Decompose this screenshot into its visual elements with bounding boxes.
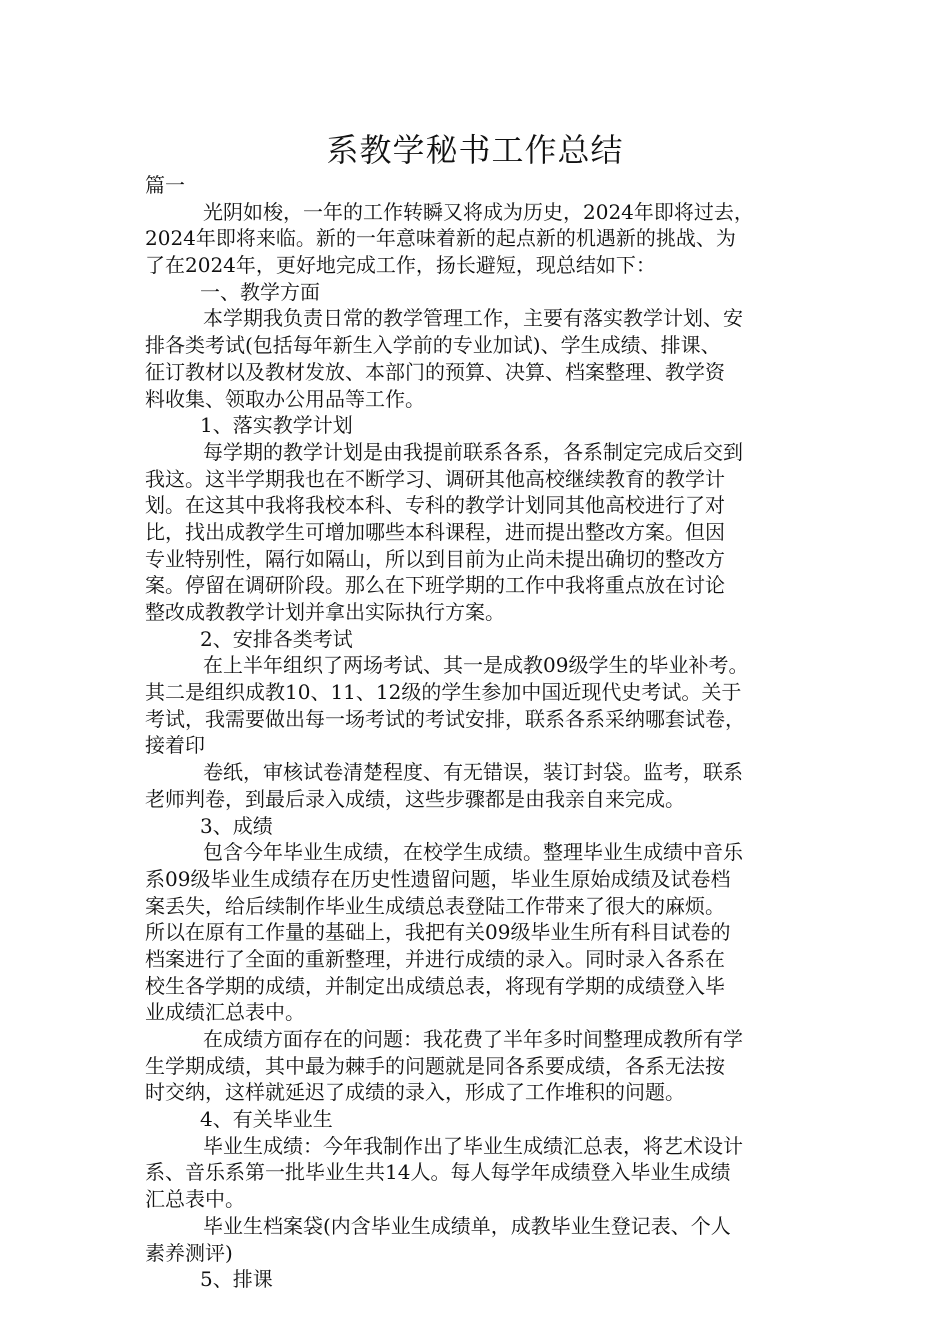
text-line: 本学期我负责日常的教学管理工作，主要有落实教学计划、安 <box>203 306 743 331</box>
text-line: 汇总表中。 <box>145 1187 245 1212</box>
text-line: 案。停留在调研阶段。那么在下班学期的工作中我将重点放在讨论 <box>145 573 725 598</box>
text-line: 比，找出成教学生可增加哪些本科课程，进而提出整改方案。但因 <box>145 519 725 544</box>
text-line: 毕业生成绩：今年我制作出了毕业生成绩汇总表，将艺术设计 <box>203 1133 743 1158</box>
text-line: 时交纳，这样就延迟了成绩的录入，形成了工作堆积的问题。 <box>145 1080 685 1105</box>
text-line: 案丢失，给后续制作毕业生成绩总表登陆工作带来了很大的麻烦。 <box>145 893 725 918</box>
text-line: 考试，我需要做出每一场考试的考试安排，联系各系采纳哪套试卷， <box>145 706 745 731</box>
text-line: 了在2024年，更好地完成工作，扬长避短，现总结如下： <box>145 253 656 278</box>
section-heading: 2、安排各类考试 <box>200 626 353 651</box>
section-heading: 3、成绩 <box>200 813 273 838</box>
text-line: 篇一 <box>145 173 185 197</box>
text-line: 素养测评) <box>145 1240 233 1265</box>
section-heading: 4、有关毕业生 <box>200 1107 333 1132</box>
text-line: 其二是组织成教10、11、12级的学生参加中国近现代史考试。关于 <box>145 680 742 705</box>
section-heading: 一、教学方面 <box>200 279 320 304</box>
document-title: 系教学秘书工作总结 <box>326 131 624 169</box>
text-line: 生学期成绩，其中最为棘手的问题就是同各系要成绩，各系无法按 <box>145 1053 725 1078</box>
text-line: 档案进行了全面的重新整理，并进行成绩的录入。同时录入各系在 <box>145 946 725 971</box>
text-line: 毕业生档案袋(内含毕业生成绩单，成教毕业生登记表、个人 <box>203 1213 731 1238</box>
text-line: 我这。这半学期我也在不断学习、调研其他高校继续教育的教学计 <box>145 466 725 491</box>
text-line: 校生各学期的成绩，并制定出成绩总表，将现有学期的成绩登入毕 <box>145 973 725 998</box>
section-heading: 5、排课 <box>200 1267 273 1292</box>
text-line: 业成绩汇总表中。 <box>145 1000 305 1025</box>
text-line: 整改成教教学计划并拿出实际执行方案。 <box>145 600 505 624</box>
text-line: 征订教材以及教材发放、本部门的预算、决算、档案整理、教学资 <box>145 359 725 384</box>
text-line: 在成绩方面存在的问题：我花费了半年多时间整理成教所有学 <box>203 1027 743 1051</box>
text-line: 每学期的教学计划是由我提前联系各系，各系制定完成后交到 <box>203 439 743 464</box>
text-line: 排各类考试(包括每年新生入学前的专业加试)、学生成绩、排课、 <box>145 333 721 358</box>
text-line: 光阴如梭，一年的工作转瞬又将成为历史，2024年即将过去， <box>203 199 754 224</box>
text-line: 卷纸，审核试卷清楚程度、有无错误，装订封袋。监考，联系 <box>203 760 743 785</box>
section-heading: 1、落实教学计划 <box>200 413 353 438</box>
text-line: 专业特别性，隔行如隔山，所以到目前为止尚未提出确切的整改方 <box>145 546 725 571</box>
text-line: 2024年即将来临。新的一年意味着新的起点新的机遇新的挑战、为 <box>145 226 736 251</box>
text-line: 料收集、领取办公用品等工作。 <box>145 386 425 411</box>
text-line: 在上半年组织了两场考试、其一是成教09级学生的毕业补考。 <box>203 653 749 678</box>
text-line: 系、音乐系第一批毕业生共14人。每人每学年成绩登入毕业生成绩 <box>145 1160 731 1185</box>
text-line: 接着印 <box>145 733 205 758</box>
text-line: 老师判卷，到最后录入成绩，这些步骤都是由我亲自来完成。 <box>145 786 685 811</box>
text-line: 系09级毕业生成绩存在历史性遗留问题，毕业生原始成绩及试卷档 <box>145 866 731 891</box>
text-line: 所以在原有工作量的基础上，我把有关09级毕业生所有科目试卷的 <box>145 920 731 945</box>
text-line: 包含今年毕业生成绩，在校学生成绩。整理毕业生成绩中音乐 <box>203 840 743 865</box>
document-body <box>145 172 810 1293</box>
text-line: 划。在这其中我将我校本科、专科的教学计划同其他高校进行了对 <box>145 493 725 518</box>
